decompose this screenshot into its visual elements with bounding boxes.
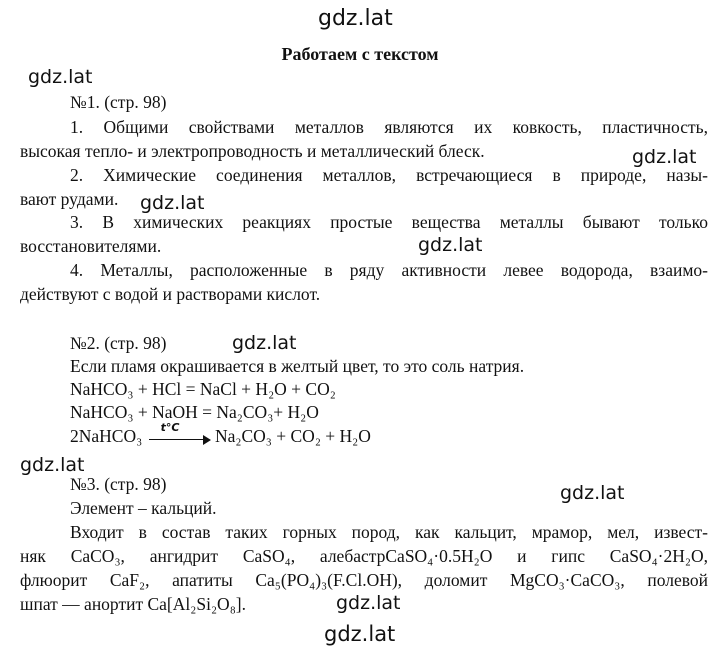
task1-header: №1. (стр. 98) — [70, 92, 167, 112]
arrow-label: t°C — [160, 420, 180, 434]
watermark: gdz.lat — [560, 482, 625, 504]
task1-p2-line1 — [70, 165, 708, 186]
task3-element: Элемент – кальций. — [70, 498, 217, 518]
task2-text: Если пламя окрашивается в желтый цвет, то это соль натрия. — [70, 356, 525, 376]
text: флюорит CaF₂, апатиты Ca₅(PO₄)₃(F.Cl.OH), доломит MgCO₃·CaCO₃, полевой — [20, 570, 708, 590]
task1-p2-line2: вают рудами. — [20, 189, 119, 209]
watermark: gdz.lat — [318, 6, 393, 31]
equation-3-products: Na₂CO₃ + CO₂ + H₂O — [214, 426, 371, 446]
watermark: gdz.lat — [418, 234, 483, 256]
watermark: gdz.lat — [140, 192, 205, 214]
equation-2: NaHCO₃ + NaOH = Na₂CO₃+ H₂O — [70, 402, 319, 422]
text: 4. Металлы, расположенные в ряду активности левее водорода, взаимо- — [70, 260, 708, 280]
equation-3-reactant: 2NaHCO₃ — [70, 426, 143, 446]
text: 1. Общими свойствами металлов являются их ковкость, пластичность, — [70, 117, 708, 137]
task1-p4-line2: действуют с водой и растворами кислот. — [20, 284, 321, 304]
watermark: gdz.lat — [336, 592, 401, 614]
text: 2. Химические соединения металлов, встречающиеся в природе, назы- — [70, 165, 708, 185]
watermark: gdz.lat — [632, 146, 697, 168]
task3-line3 — [20, 570, 708, 591]
task3-line4: шпат — анортит Ca[Al₂Si₂O₈]. — [20, 594, 246, 614]
task3-header: №3. (стр. 98) — [70, 474, 167, 494]
task1-p3-line1 — [70, 212, 708, 233]
task1-p1-line1 — [70, 117, 708, 138]
watermark: gdz.lat — [232, 332, 297, 354]
task3-line2 — [20, 546, 708, 567]
watermark: gdz.lat — [20, 454, 85, 476]
text: 3. В химических реакциях простые вещества металлы бывают только — [70, 212, 708, 232]
reaction-arrow-icon — [147, 420, 211, 445]
watermark: gdz.lat — [324, 622, 396, 646]
task1-p4-line1 — [70, 260, 708, 281]
equation-3 — [70, 420, 371, 447]
page-title: Работаем с текстом — [281, 44, 439, 64]
equation-1: NaHCO₃ + HCl = NaCl + H₂O + CO₂ — [70, 379, 336, 399]
text: Входит в состав таких горных пород, как кальцит, мрамор, мел, извест- — [70, 522, 708, 542]
task1-p1-line2: высокая тепло- и электропроводность и металлический блеск. — [20, 141, 485, 161]
text: няк CaCO₃, ангидрит CaSO₄, алебастрCaSO₄·0.5H₂O и гипс CaSO₄·2H₂O, — [20, 546, 708, 566]
watermark: gdz.lat — [28, 66, 93, 88]
task1-p3-line2: восстановителями. — [20, 236, 162, 256]
task3-line1 — [70, 522, 708, 543]
task2-header: №2. (стр. 98) — [70, 333, 167, 353]
